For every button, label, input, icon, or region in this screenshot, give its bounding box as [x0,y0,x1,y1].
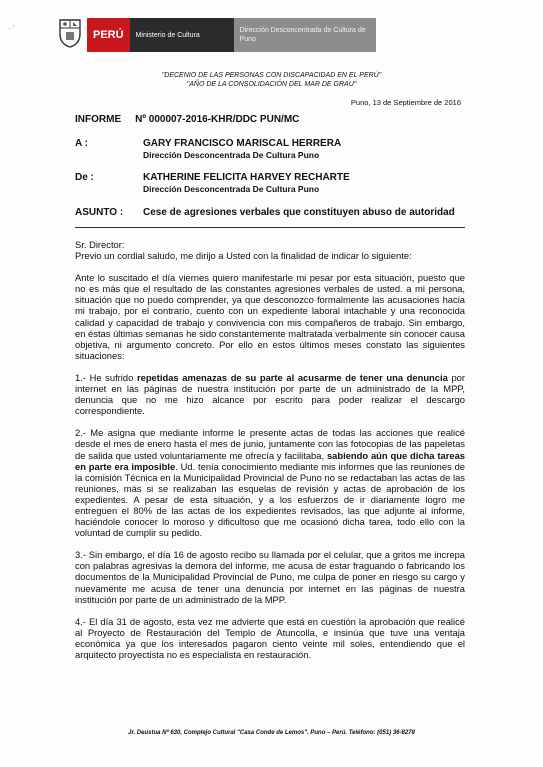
paragraph-3-bold: sabiendo aún que dicha tareas en parte era imposible [75,449,465,472]
greeting: Previo un cordial saludo, me dirijo a Usted con la finalidad de indicar lo siguiente: [75,250,412,262]
recipient-office: Dirección Desconcentrada De Cultura Puno [143,150,320,160]
letter-body [75,239,465,671]
coat-of-arms-icon [57,18,83,48]
informe-number: Nº 000007-2016-KHR/DDC PUN/MC [135,114,300,125]
paragraph-1: Ante lo suscitado el día viernes quiero manifestarle mi pesar por esta situación, puesto que no es más que el resultado de las constantes agresiones verbales de usted. a mi persona, situación que no puedo comprender, ya que desconozco formalmente las acusaciones hacia mi trabajo, por el contrario, cuento con un expediente laboral intachable y una reconocida calidad y capacidad de trabajo y convivencia con mis compañeros de trabajo. Sin embargo, en éstas últimas semanas he sido constantemente maltratada verbalmente sin conocer causa objetiva, ni argumento concreto. Por ello en estos últimos meses constato las siguientes situaciones: [75,272,465,361]
salutation: Sr. Director: [75,239,125,250]
letterhead [57,18,376,52]
paragraph-5: 4.- El día 31 de agosto, esta vez me advierte que está en cuestión la aprobación que realicé al Proyecto de Restauración del Templo de Atuncolla, e insinúa que tuve una ventaja económica ya que los interesados pagaron ciento veinte mil soles, entendiendo que el arquitecto proyectista no es especialista en restauración. [75,615,465,660]
sender-name: KATHERINE FELICITA HARVEY RECHARTE [143,172,350,183]
subject-label: ASUNTO : [75,207,124,218]
recipient-label: A : [75,138,88,149]
sender-label: De : [75,172,94,183]
footer-address: Jr. Deustua Nº 630, Complejo Cultural "Casa Conde de Lemos". Puno – Perú. Teléfono: (051) 36-8278 [128,730,415,736]
peru-logo: PERÚ [87,18,130,52]
letter-date: Puno, 13 de Septiembre de 2016 [350,98,461,107]
ministry-label: Ministerio de Cultura [130,18,234,52]
paragraph-3-start: 2.- Me asigna que mediante informe le presente actas de todas las acciones que realicé desde el mes de enero hasta el mes de junio, juntamente con las fotocopias de las papeletas de salida que usted voluntariamente me ofrecía y facilitaba, [75,427,465,461]
sender-office: Dirección Desconcentrada De Cultura Puno [143,184,320,194]
informe-heading [75,114,299,125]
paragraph-2-bold: repetidas amenazas de su parte al acusarme de tener una denuncia [136,371,448,383]
paragraph-4: 3.- Sin embargo, el día 16 de agosto recibo su llamada por el celular, que a gritos me increpa con palabras agresivas la demora del informe, me acusa de estar fraguando o fabricando los documentos de la Municipalidad Provincial de Puno, me culpa de poner en riesgo su cargo y nuevamente me acusa de tener una denuncia por internet en las páginas de nuestra institución por parte de un administrado de la MPP. [75,549,465,605]
paragraph-2 [75,372,465,416]
paragraph-3 [75,427,465,538]
subject-text: Cese de agresiones verbales que constituyen abuso de autoridad [143,207,455,218]
scan-mark: · ' [8,24,15,33]
recipient-name: GARY FRANCISCO MARISCAL HERRERA [143,138,342,149]
decenio-line-2: "AÑO DE LA CONSOLIDACIÓN DEL MAR DE GRAU" [186,81,357,88]
direction-label: Dirección Desconcentrada de Cultura de Puno [234,18,376,52]
decenio-line-1: "DECENIO DE LAS PERSONAS CON DISCAPACIDAD EN EL PERÚ" [161,72,382,79]
divider [75,227,465,228]
paragraph-2-end: por internet en las páginas de nuestra institución por parte de un administrado de la MPP, denuncia que no me hizo alcance por escrito para poder realizar el descargo correspondiente. [75,371,465,417]
paragraph-2-start: 1.- He sufrido [75,371,137,383]
paragraph-3-end: . Ud. tenía conocimiento mediante mis informes que las reuniones de la comisión Técnica en la Municipalidad Provincial de Puno no se redactaban las actas de las reuniones, más si se realizaban las esquelas de revisión y actas de aprobación de los expedientes. A pesar de esta situación, y a los esfuerzos de ir diariamente logro me entreguen el 80% de las actas de los expedientes revisados, las que adjunte al informe, haciéndole conocer lo moroso y dificultoso que me ocasionó dicha tarea, todo ello con la voluntad de cumplir su pedido. [75,460,466,539]
informe-label: INFORME [75,114,122,125]
decenio-slogan [0,71,543,89]
